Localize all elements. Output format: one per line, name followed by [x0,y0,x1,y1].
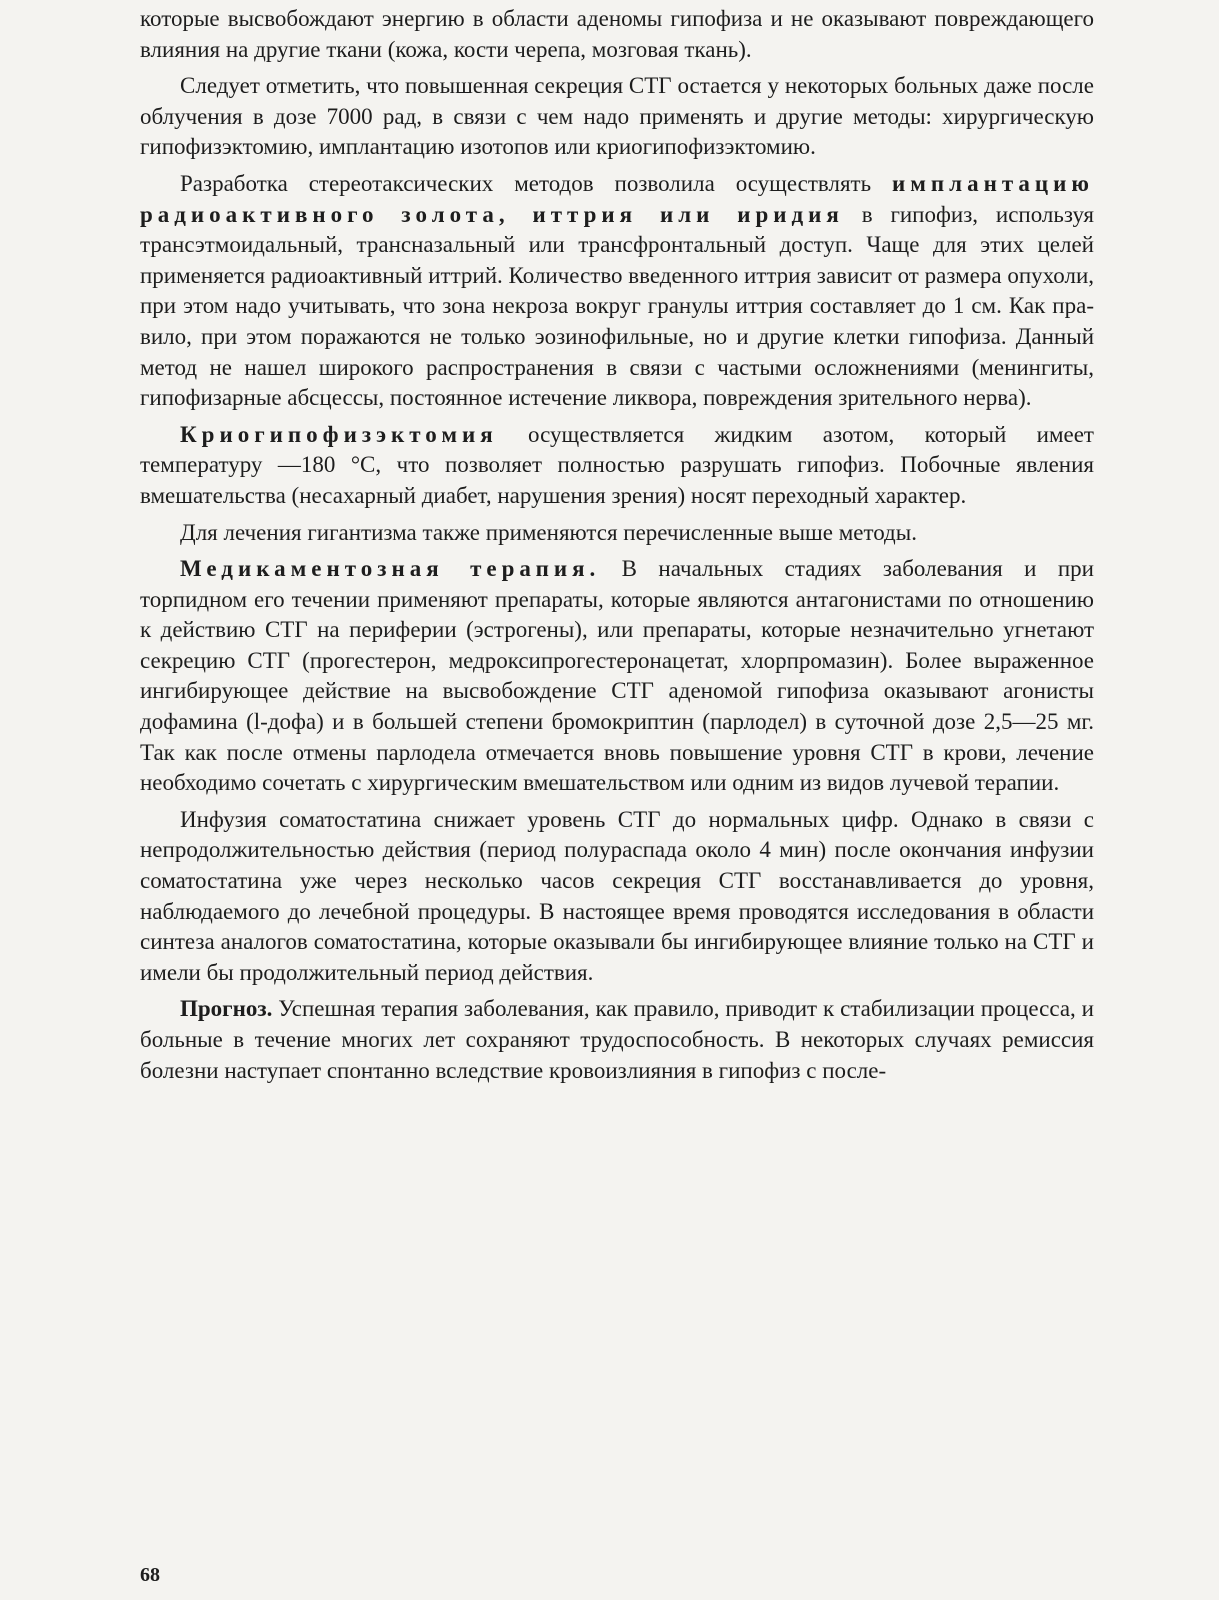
section-heading: Медикаментозная терапия. [180,556,601,582]
paragraph-prognosis [140,994,1094,1086]
paragraph-text: которые высвобождают энергию в области аденомы гипофиза и не оказывают повреждающего влияния на другие ткани (кожа, кости черепа, мозговая ткань). [140,6,1094,62]
section-heading: Прогноз. [180,996,273,1022]
spaced-emphasis: имплантацию радиоактивного золота, иттрия или иридия [140,170,1094,227]
paragraph-text: осуществляется жидким азотом, который имеет температуру —180 °С, что позволяет полностью разрушать гипофиз. Побочные явления вмешательства (несахарный диабет, нарушения зрения) носят переходный характер. [140,421,1094,508]
paragraph-lead: Разработка стереотаксических методов позволила осуществлять [180,170,893,196]
paragraph-somatostatin [140,805,1094,989]
paragraph-text: Для лечения гигантизма также применяются перечисленные выше методы. [180,519,917,545]
paragraph-gigantism [140,518,1094,549]
page-number: 68 [140,1564,160,1586]
paragraph-radiation-note [140,71,1094,163]
paragraph-continuation [140,4,1094,65]
paragraph-drug-therapy [140,554,1094,799]
paragraph-text: Инфузия соматостатина снижает уровень СТГ до нормальных цифр. Однако в связи с непродолжительностью действия (период полураспада около 4 мин) после окончания инфузии соматостатина уже через несколько часов секреция СТГ восстанавливается до уровня, наблюдаемого до лечебной процедуры. В настоящее время проводятся исследования в области синтеза аналогов соматостатина, которые оказывали бы ингибирующее влияние только на СТГ и имели бы продолжительный период действия. [140,806,1094,985]
paragraph-text: в гипофиз, используя трансэтмоидальный, трансназальный или трансфронтальный доступ. Чаще для этих целей применяется радиоактивный иттрий. Количество введенного иттрия зависит от размера опухоли, при этом надо учитывать, что зона некроза вокруг гранулы иттрия составляет до 1 см. Как правило, при этом поражаются не только эозинофильные, но и другие клетки гипофиза. Данный метод не нашел широкого распространения в связи с частыми осложнениями (менингиты, гипофизарные абсцессы, постоянное истечение ликвора, повреждения зрительного нерва). [140,201,1094,411]
paragraph-stereotaxic-methods [140,169,1094,414]
body-text [140,0,1094,1086]
paragraph-text: В начальных стадиях заболевания и при торпидном его течении применяют препараты, которые являются антагонистами по отношению к действию СТГ на периферии (эстрогены), или препараты, которые незначительно угнетают секрецию СТГ (прогестерон, медроксипрогестеронацетат, хлорпромазин). Более выраженное ингибирующее действие на высвобождение СТГ аденомой гипофиза оказывают агонисты дофамина (l-дофа) и в большей степени бромокриптин (парлодел) в суточной дозе 2,5—25 мг. Так как после отмены парлодела отмечается вновь повышение уровня СТГ в крови, лечение необходимо сочетать с хирургическим вмешательством или одним из видов лучевой терапии. [140,556,1094,796]
paragraph-text: Следует отметить, что повышенная секреция СТГ остается у некоторых больных даже после облучения в дозе 7000 рад, в связи с чем надо применять и другие методы: хирургическую гипофизэктомию, имплантацию изотопов или криогипофизэктомию. [140,73,1094,160]
section-heading: Криогипофизэктомия [180,421,498,447]
paragraph-cryohypophysectomy [140,420,1094,512]
paragraph-text: Успешная терапия заболевания, как правило, приводит к стабилизации процесса, и больные в течение многих лет сохраняют трудоспособность. В некоторых случаях ремиссия болезни наступает спонтанно вследствие кровоизлияния в гипофиз с после- [140,996,1094,1083]
